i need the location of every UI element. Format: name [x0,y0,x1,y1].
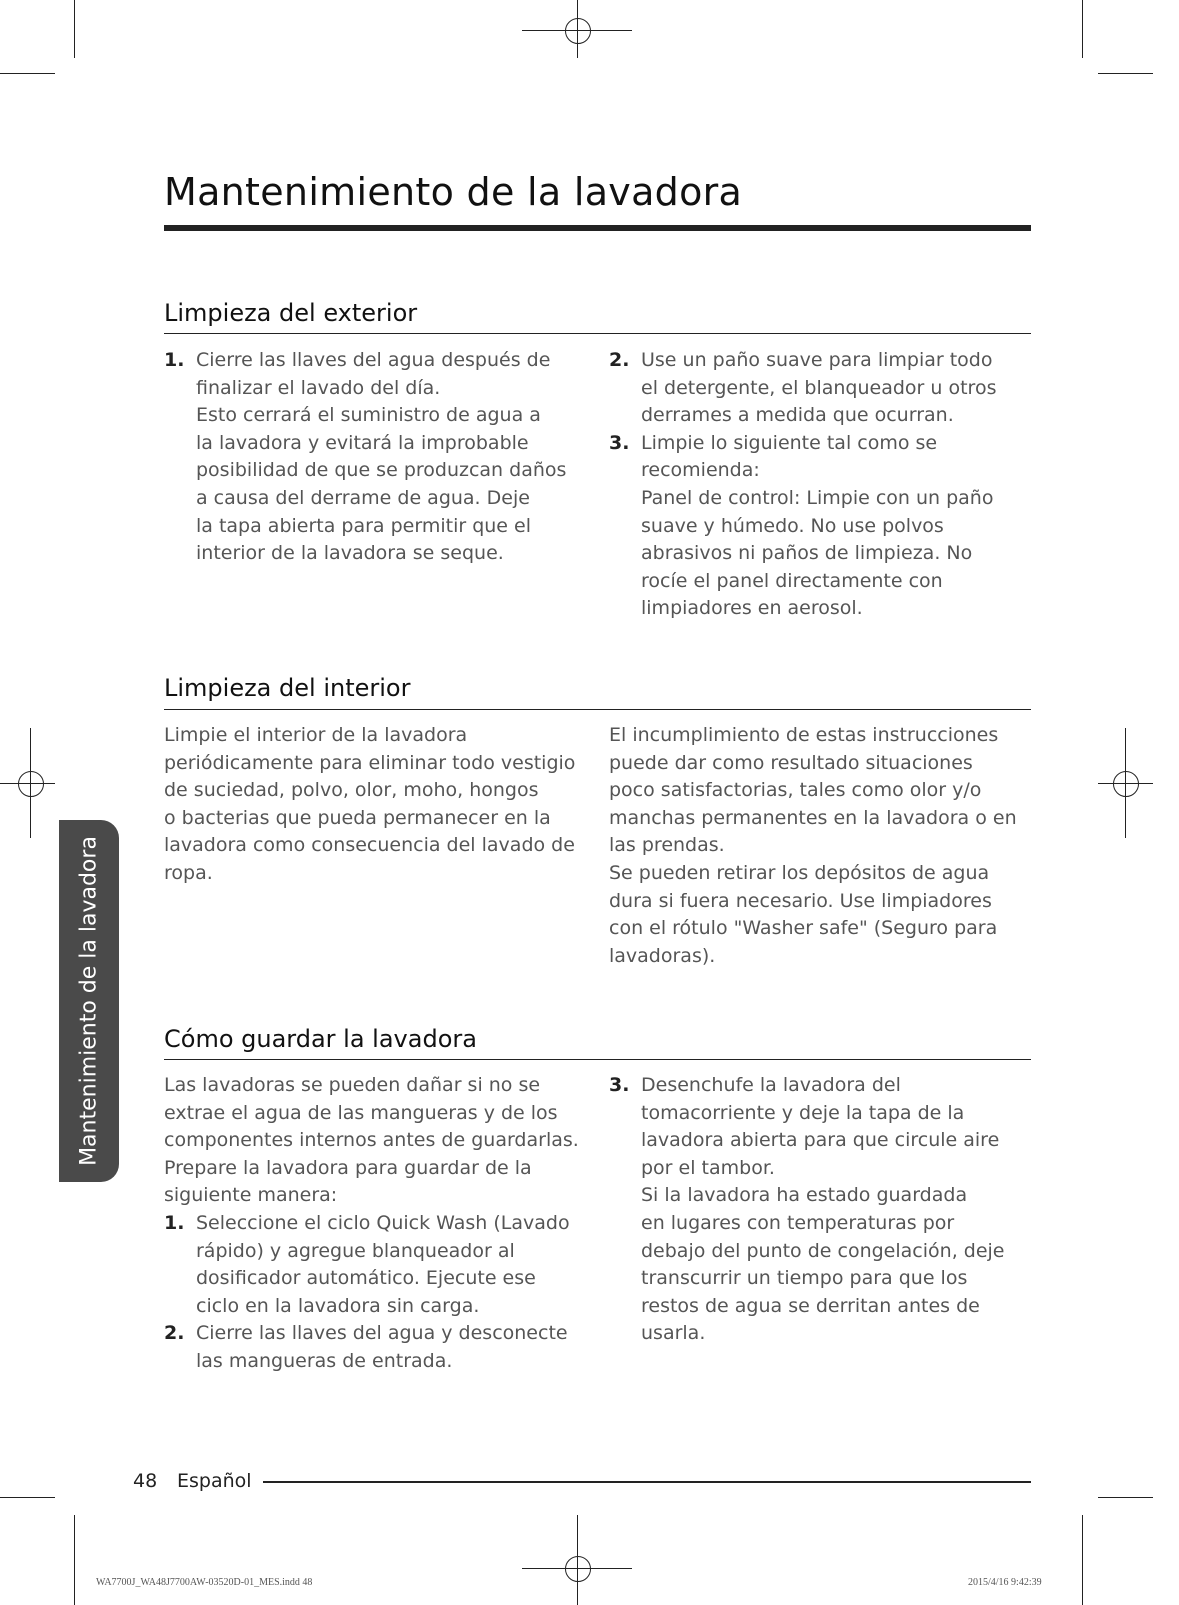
list-text: Desenchufe la lavadora del tomacorriente y deje la tapa de la lavadora abierta para que circule aire por el tambor. Si la lavadora ha estado guardada en lugares con temperaturas por debajo del punto de congelación, deje transcurrir un tiempo para que los restos de agua se derritan antes de usarla. [641,1074,1005,1345]
print-slug-file: WA7700J_WA48J7700AW-03520D-01_MES.indd 48 [96,1577,313,1588]
exterior-right-column [609,347,1029,623]
list-item [609,1072,1029,1348]
title-rule [164,225,1031,231]
list-item [609,347,1029,430]
exterior-left-column [164,347,584,568]
storage-left-column: Las lavadoras se pueden dañar si no se extrae el agua de las mangueras y de los componentes internos antes de guardarlas. Prepare la lavadora para guardar de la siguiente manera: 1. Seleccione el ciclo Quick Wash (Lavado rápido) y agregue blanqueador al dosificador automático. Ejecute ese ciclo en la lavadora sin carga. 2. Cierre las llaves del agua y desconecte las mangueras de entrada. [164,1072,594,1376]
list-item [164,1210,594,1320]
list-number: 2. [609,349,630,371]
list-text: Limpie lo siguiente tal como se recomienda: Panel de control: Limpie con un paño suave y húmedo. No use polvos abrasivos ni paños de limpieza. No rocíe el panel directamente con limpiadores en aerosol. [641,431,994,620]
list-item [164,347,584,568]
section-heading-storage: Cómo guardar la lavadora [164,1025,477,1053]
section-heading-interior: Limpieza del interior [164,674,411,702]
section-rule [164,333,1031,334]
crop-mark [1082,0,1083,58]
chapter-side-tab [59,820,119,1182]
section-rule [164,709,1031,710]
side-tab-label: Mantenimiento de la lavadora [76,836,102,1166]
list-text: Use un paño suave para limpiar todo el detergente, el blanqueador u otros derrames a medida que ocurran. [641,349,997,427]
list-number: 1. [164,349,185,371]
list-text: Cierre las llaves del agua después de finalizar el lavado del día. Esto cerrará el suministro de agua a la lavadora y evitará la improbable posibilidad de que se produzcan daños a causa del derrame de agua. Deje la tapa abierta para permitir que el interior de la lavadora se seque. [196,349,567,565]
list-number: 2. [164,1322,185,1345]
list-item [164,1320,594,1375]
section-heading-exterior: Limpieza del exterior [164,299,418,327]
list-text: Seleccione el ciclo Quick Wash (Lavado rápido) y agregue blanqueador al dosificador automático. Ejecute ese ciclo en la lavadora sin carga. [196,1211,570,1317]
crop-mark [74,1515,75,1605]
crop-mark [1098,73,1153,74]
page-title: Mantenimiento de la lavadora [164,170,743,214]
footer-rule [263,1481,1031,1483]
list-number: 1. [164,1211,185,1234]
page-number: 48 [133,1470,158,1492]
section-rule [164,1059,1031,1060]
list-text: Cierre las llaves del agua y desconecte las mangueras de entrada. [196,1322,568,1372]
print-slug-timestamp: 2015/4/16 9:42:39 [968,1577,1042,1588]
footer-language: Español [177,1470,252,1492]
interior-left-column: Limpie el interior de la lavadora periódicamente para eliminar todo vestigio de suciedad, polvo, olor, moho, hongos o bacterias que pueda permanecer en la lavadora como consecuencia del lavado de ropa. [164,724,576,884]
crop-mark [1082,1515,1083,1605]
list-number: 3. [609,1074,630,1096]
crop-mark [1098,1497,1153,1498]
storage-right-column [609,1072,1029,1348]
crop-mark [0,1497,55,1498]
list-item [609,430,1029,623]
crop-mark [74,0,75,58]
crop-mark [0,73,55,74]
list-number: 3. [609,431,630,454]
interior-right-column: El incumplimiento de estas instrucciones puede dar como resultado situaciones poco satisfactorias, tales como olor y/o manchas permanentes en la lavadora o en las prendas. Se pueden retirar los depósitos de agua dura si fuera necesario. Use limpiadores con el rótulo "Washer safe" (Seguro para lavadoras). [609,724,1017,967]
